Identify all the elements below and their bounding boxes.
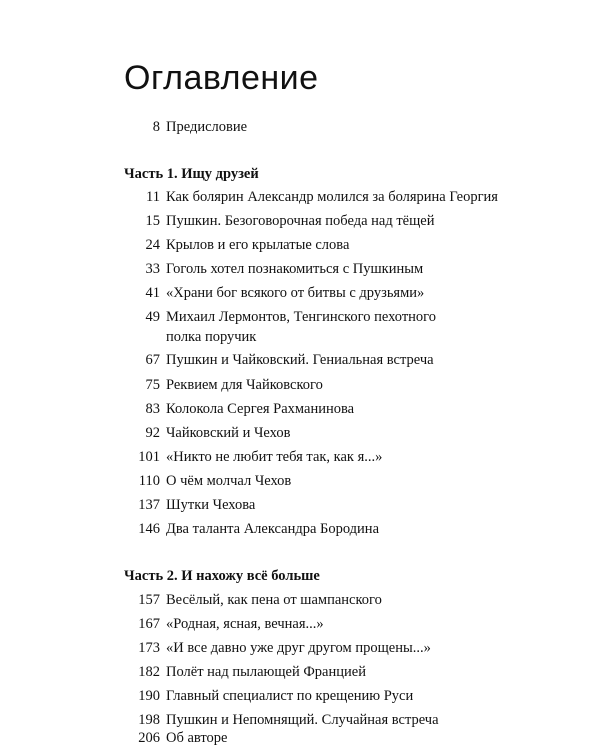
toc-entry-page: 182 bbox=[138, 664, 160, 680]
toc-entry-page: 206 bbox=[138, 730, 160, 746]
toc-entry-title: Пушкин и Непомнящий. Случайная встреча bbox=[166, 712, 439, 728]
toc-entry-title: «Никто не любит тебя так, как я...» bbox=[166, 449, 383, 465]
toc-entry bbox=[0, 710, 600, 730]
toc-part-heading bbox=[0, 566, 600, 586]
toc-entry-title: Полёт над пылающей Францией bbox=[166, 664, 366, 680]
toc-entry bbox=[0, 307, 600, 347]
toc-entry-page: 41 bbox=[145, 285, 160, 301]
toc-entry-title: «Родная, ясная, вечная...» bbox=[166, 616, 324, 632]
toc-entry-page: 173 bbox=[138, 640, 160, 656]
toc-entry bbox=[0, 495, 600, 515]
toc-entry-title: Предисловие bbox=[166, 119, 248, 135]
toc-entry bbox=[0, 187, 600, 207]
toc-entry-title: Гоголь хотел познакомиться с Пушкиным bbox=[166, 261, 424, 277]
toc-entry-title: Колокола Сергея Рахманинова bbox=[166, 401, 355, 417]
toc-entry-page: 101 bbox=[138, 449, 160, 465]
toc-entry-page: 8 bbox=[152, 119, 160, 135]
toc-part-heading bbox=[0, 164, 600, 184]
toc-entry-title: Два таланта Александра Бородина bbox=[166, 521, 380, 537]
toc-entry-page: 198 bbox=[138, 712, 160, 728]
toc-entry bbox=[0, 375, 600, 395]
toc-entry-title: Шутки Чехова bbox=[166, 497, 256, 513]
toc-entry-page: 75 bbox=[145, 377, 160, 393]
toc-entry-title: «Храни бог всякого от битвы с друзьями» bbox=[166, 285, 425, 301]
toc-entry-page: 33 bbox=[145, 261, 160, 277]
toc-entry bbox=[0, 519, 600, 539]
toc-entry-title: Реквием для Чайковского bbox=[166, 377, 323, 393]
toc-entry-title: Главный специалист по крещению Руси bbox=[166, 688, 414, 704]
toc-entry-title: Об авторе bbox=[166, 730, 228, 746]
toc-entry-title: Пушкин. Безоговорочная победа над тёщей bbox=[166, 213, 435, 229]
toc-entry-page: 24 bbox=[145, 237, 160, 253]
toc-entry bbox=[0, 728, 600, 748]
toc-entry-page: 137 bbox=[138, 497, 160, 513]
toc-entry bbox=[0, 235, 600, 255]
toc-entry bbox=[0, 259, 600, 279]
toc-entry bbox=[0, 447, 600, 467]
toc-entry-title: Как болярин Александр молился за болярина Георгия bbox=[166, 189, 498, 205]
toc-entry bbox=[0, 686, 600, 706]
toc-entry bbox=[0, 662, 600, 682]
toc-entry-page: 83 bbox=[145, 401, 160, 417]
toc-entry-page: 67 bbox=[145, 352, 160, 368]
toc-entry bbox=[0, 590, 600, 610]
toc-entry-page: 49 bbox=[145, 309, 160, 325]
toc-entry-page: 11 bbox=[146, 189, 160, 205]
toc-entry-title: Весёлый, как пена от шампанского bbox=[166, 592, 382, 608]
toc-entry-title: Чайковский и Чехов bbox=[166, 425, 291, 441]
toc-entry-title: Пушкин и Чайковский. Гениальная встреча bbox=[166, 352, 434, 368]
toc-entry-page: 146 bbox=[138, 521, 160, 537]
toc-entry bbox=[0, 471, 600, 491]
toc-entry bbox=[0, 283, 600, 303]
toc-entry-page: 110 bbox=[138, 473, 160, 489]
toc-entry-page: 92 bbox=[145, 425, 160, 441]
toc-entry bbox=[0, 638, 600, 658]
toc-entry-title: Крылов и его крылатые слова bbox=[166, 237, 350, 253]
toc-entry-page: 157 bbox=[138, 592, 160, 608]
toc-entry bbox=[0, 117, 600, 137]
toc-entry-title: «И все давно уже друг другом прощены...» bbox=[166, 640, 431, 656]
toc-part-title: Часть 2. И нахожу всё больше bbox=[124, 568, 320, 584]
toc-entry-page: 190 bbox=[138, 688, 160, 704]
toc-entry bbox=[0, 423, 600, 443]
page-title: Оглавление bbox=[124, 59, 319, 97]
toc-entry bbox=[0, 211, 600, 231]
toc-entry-page: 15 bbox=[145, 213, 160, 229]
toc-entry bbox=[0, 614, 600, 634]
toc-entry bbox=[0, 399, 600, 419]
toc-part-title: Часть 1. Ищу друзей bbox=[124, 166, 259, 182]
toc-entry-title: О чём молчал Чехов bbox=[166, 473, 292, 489]
toc-entry-page: 167 bbox=[138, 616, 160, 632]
toc-entry-title: Михаил Лермонтов, Тенгинского пехотного полка поручик bbox=[166, 309, 437, 345]
toc-entry bbox=[0, 350, 600, 370]
